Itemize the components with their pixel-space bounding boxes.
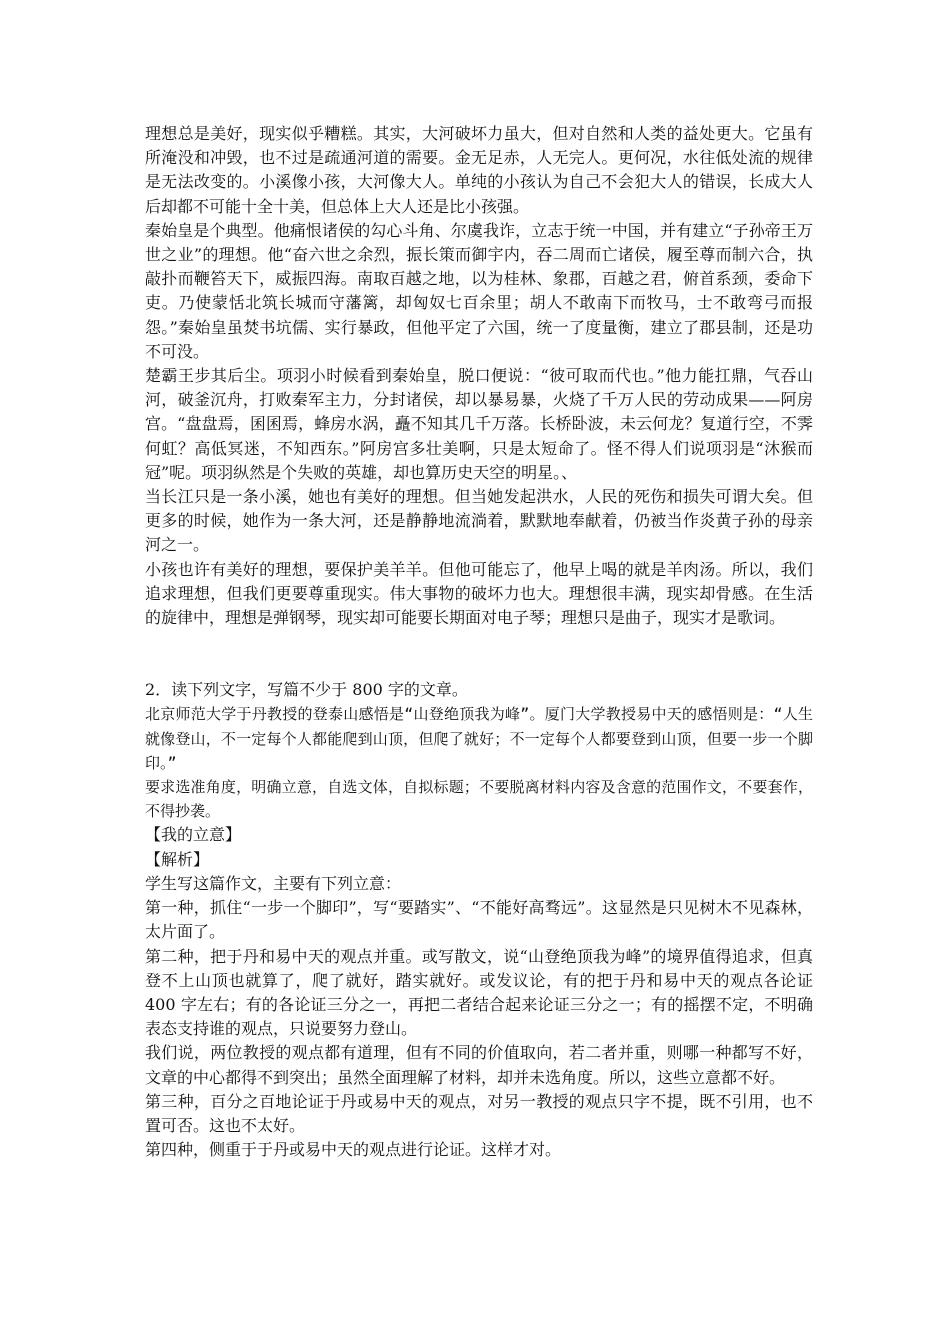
essay-paragraph: 当长江只是一条小溪，她也有美好的理想。但当她发起洪水，人民的死伤和损失可谓大矣。但更多的时候，她作为一条大河，还是静静地流淌着，默默地奉献着，仍被当作炎黄子孙的母亲河之一。 xyxy=(145,487,813,555)
essay-paragraph: 小孩也许有美好的理想，要保护美羊羊。但他可能忘了，他早上喝的就是羊肉汤。所以，我们追求理想，但我们更要尊重现实。伟大事物的破坏力也大。理想很丰满，现实却骨感。在生活的旋律中，理想是弹钢琴，现实却可能要长期面对电子琴；理想只是曲子，现实才是歌词。 xyxy=(145,559,813,628)
writing-requirements: 要求选准角度，明确立意，自选文体，自拟标题；不要脱离材料内容及含意的范围作文，不要套作，不得抄袭。 xyxy=(145,778,813,821)
question-2-section xyxy=(145,678,813,1162)
question-prompt: 2．读下列文字，写篇不少于 800 字的文章。 xyxy=(145,680,468,700)
essay-section xyxy=(145,122,813,630)
essay-paragraph: 楚霸王步其后尘。项羽小时候看到秦始皇，脱口便说：“彼可取而代也。”他力能扛鼎，气吞山河，破釜沉舟，打败秦军主力，分封诸侯，却以暴易暴，火烧了千万人民的劳动成果——阿房宫。“盘盘焉，囷囷焉，蜂房水涡，矗不知其几千万落。长桥卧波，未云何龙？复道行空，不霁何虹？高低冥迷，不知西东。”阿房宫多壮美啊，只是太短命了。怪不得人们说项羽是“沐猴而冠”呢。项羽纵然是个失败的英雄，却也算历史天空的明星。、 xyxy=(145,366,813,482)
analysis-paragraph: 第二种，把于丹和易中天的观点并重。或写散文，说“山登绝顶我为峰”的境界值得追求，但真登不上山顶也就算了，爬了就好，踏实就好。或发议论，有的把于丹和易中天的观点各论证 400 字左右；有的各论证三分之一，再把二者结合起来论证三分之一；有的摇摆不定，不明确表态支持谁的观点，只说要努力登山。 xyxy=(145,946,813,1039)
analysis-paragraph: 第一种，抓住“一步一个脚印”，写“要踏实”、“不能好高骛远”。这显然是只见树木不见森林，太片面了。 xyxy=(145,898,813,942)
analysis-label: 【解析】 xyxy=(145,849,210,869)
document-body xyxy=(145,122,813,1162)
essay-paragraph: 秦始皇是个典型。他痛恨诸侯的勾心斗角、尔虞我诈，立志于统一中国，并有建立“子孙帝王万世之业”的理想。他“奋六世之余烈，振长策而御宇内，吞二周而亡诸侯，履至尊而制六合，执敲扑而鞭笞天下，威振四海。南取百越之地，以为桂林、象郡，百越之君，俯首系颈，委命下吏。乃使蒙恬北筑长城而守藩篱，却匈奴七百余里；胡人不敢南下而牧马，士不敢弯弓而报怨。”秦始皇虽焚书坑儒、实行暴政，但他平定了六国，统一了度量衡，建立了郡县制，还是功不可没。 xyxy=(145,220,813,361)
analysis-paragraph: 第四种，侧重于于丹或易中天的观点进行论证。这样才对。 xyxy=(145,1140,562,1160)
section-spacer xyxy=(145,630,813,678)
material-quote: 北京师范大学于丹教授的登泰山感悟是“山登绝顶我为峰”。厦门大学教授易中天的感悟则是：“人生就像登山，不一定每个人都能爬到山顶，但爬了就好；不一定每个人都要登到山顶，但要一步一个脚印。” xyxy=(145,705,813,772)
analysis-paragraph: 我们说，两位教授的观点都有道理，但有不同的价值取向，若二者并重，则哪一种都写不好，文章的中心都得不到突出；虽然全面理解了材料，却并未选角度。所以，这些立意都不好。 xyxy=(145,1043,813,1087)
essay-paragraph: 理想总是美好，现实似乎糟糕。其实，大河破坏力虽大，但对自然和人类的益处更大。它虽有所淹没和冲毁，也不过是疏通河道的需要。金无足赤，人无完人。更何况，水往低处流的规律是无法改变的。小溪像小孩，大河像大人。单纯的小孩认为自己不会犯大人的错误，长成大人后却都不可能十全十美，但总体上大人还是比小孩强。 xyxy=(145,124,813,216)
analysis-paragraph: 第三种，百分之百地论证于丹或易中天的观点，对另一教授的观点只字不提，既不引用，也不置可否。这也不太好。 xyxy=(145,1091,813,1135)
my-idea-label: 【我的立意】 xyxy=(145,825,242,845)
analysis-paragraph: 学生写这篇作文，主要有下列立意： xyxy=(145,873,402,893)
